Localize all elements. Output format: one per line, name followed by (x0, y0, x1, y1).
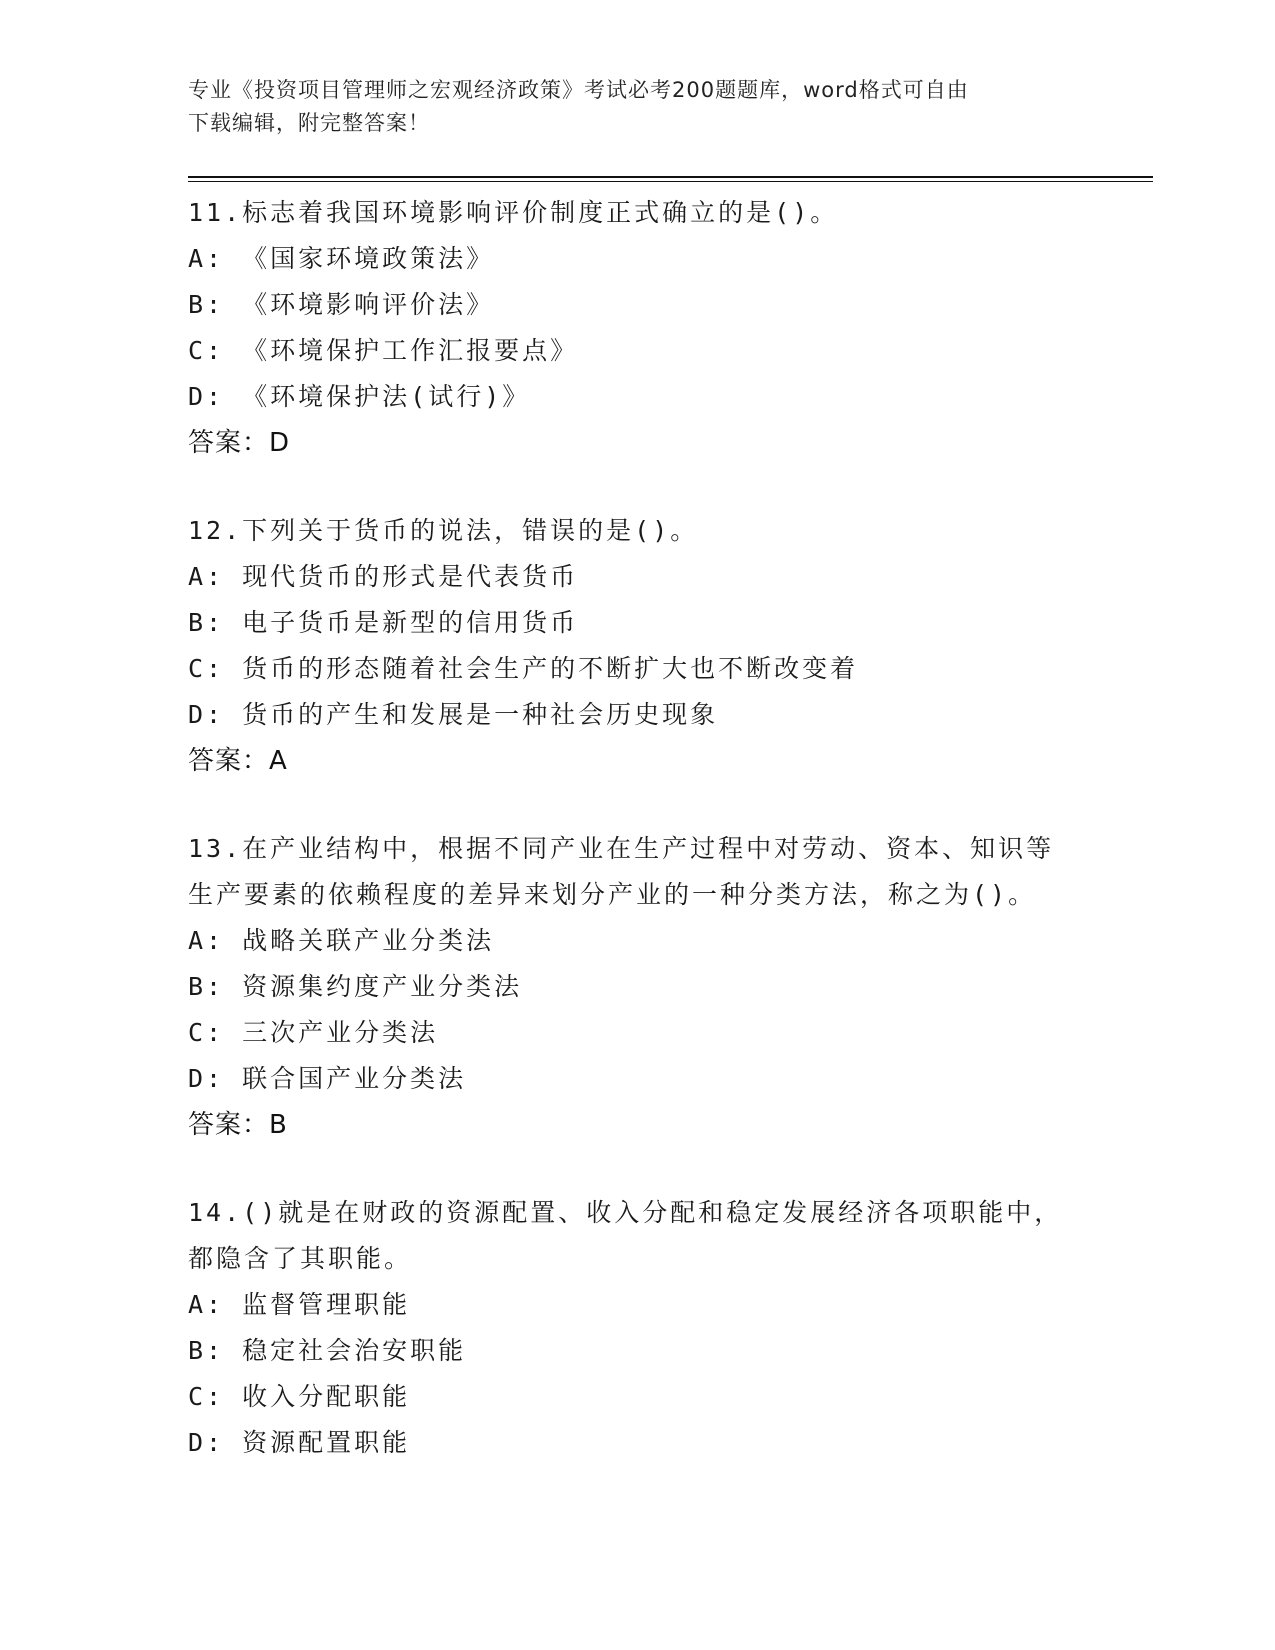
option-d: D: 货币的产生和发展是一种社会历史现象 (188, 700, 719, 729)
option-d: D: 联合国产业分类法 (188, 1064, 467, 1093)
option-b: B: 《环境影响评价法》 (188, 290, 495, 319)
question-stem: 13.在产业结构中，根据不同产业在生产过程中对劳动、资本、知识等 (188, 834, 1055, 863)
option-a: A: 现代货币的形式是代表货币 (188, 562, 579, 591)
option-b: B: 稳定社会治安职能 (188, 1336, 467, 1365)
question-stem-continued: 生产要素的依赖程度的差异来划分产业的一种分类方法，称之为()。 (188, 880, 1037, 909)
option-b: B: 电子货币是新型的信用货币 (188, 608, 579, 637)
option-c: C: 《环境保护工作汇报要点》 (188, 336, 579, 365)
document-header (188, 74, 1068, 140)
answer: 答案：B (188, 1110, 288, 1140)
option-c: C: 三次产业分类法 (188, 1018, 439, 1047)
option-d: D: 《环境保护法(试行)》 (188, 382, 531, 411)
header-divider-thick (188, 176, 1153, 178)
header-divider-thin (188, 181, 1153, 182)
question-14 (188, 1190, 1148, 1466)
option-a: A: 战略关联产业分类法 (188, 926, 495, 955)
question-13 (188, 826, 1148, 1148)
option-c: C: 收入分配职能 (188, 1382, 411, 1411)
answer: 答案：D (188, 428, 291, 458)
answer: 答案：A (188, 746, 288, 776)
question-stem: 14.()就是在财政的资源配置、收入分配和稳定发展经济各项职能中， (188, 1198, 1063, 1227)
header-line-2: 下载编辑，附完整答案！ (188, 111, 430, 135)
question-11 (188, 190, 1148, 466)
option-a: A: 监督管理职能 (188, 1290, 411, 1319)
question-stem: 11.标志着我国环境影响评价制度正式确立的是()。 (188, 198, 839, 227)
option-c: C: 货币的形态随着社会生产的不断扩大也不断改变着 (188, 654, 859, 683)
option-d: D: 资源配置职能 (188, 1428, 411, 1457)
option-b: B: 资源集约度产业分类法 (188, 972, 523, 1001)
question-stem: 12.下列关于货币的说法，错误的是()。 (188, 516, 699, 545)
question-12 (188, 508, 1148, 784)
option-a: A: 《国家环境政策法》 (188, 244, 495, 273)
question-list (188, 190, 1148, 1508)
header-line-1: 专业《投资项目管理师之宏观经济政策》考试必考200题题库，word格式可自由 (188, 78, 969, 102)
question-stem-continued: 都隐含了其职能。 (188, 1244, 413, 1273)
